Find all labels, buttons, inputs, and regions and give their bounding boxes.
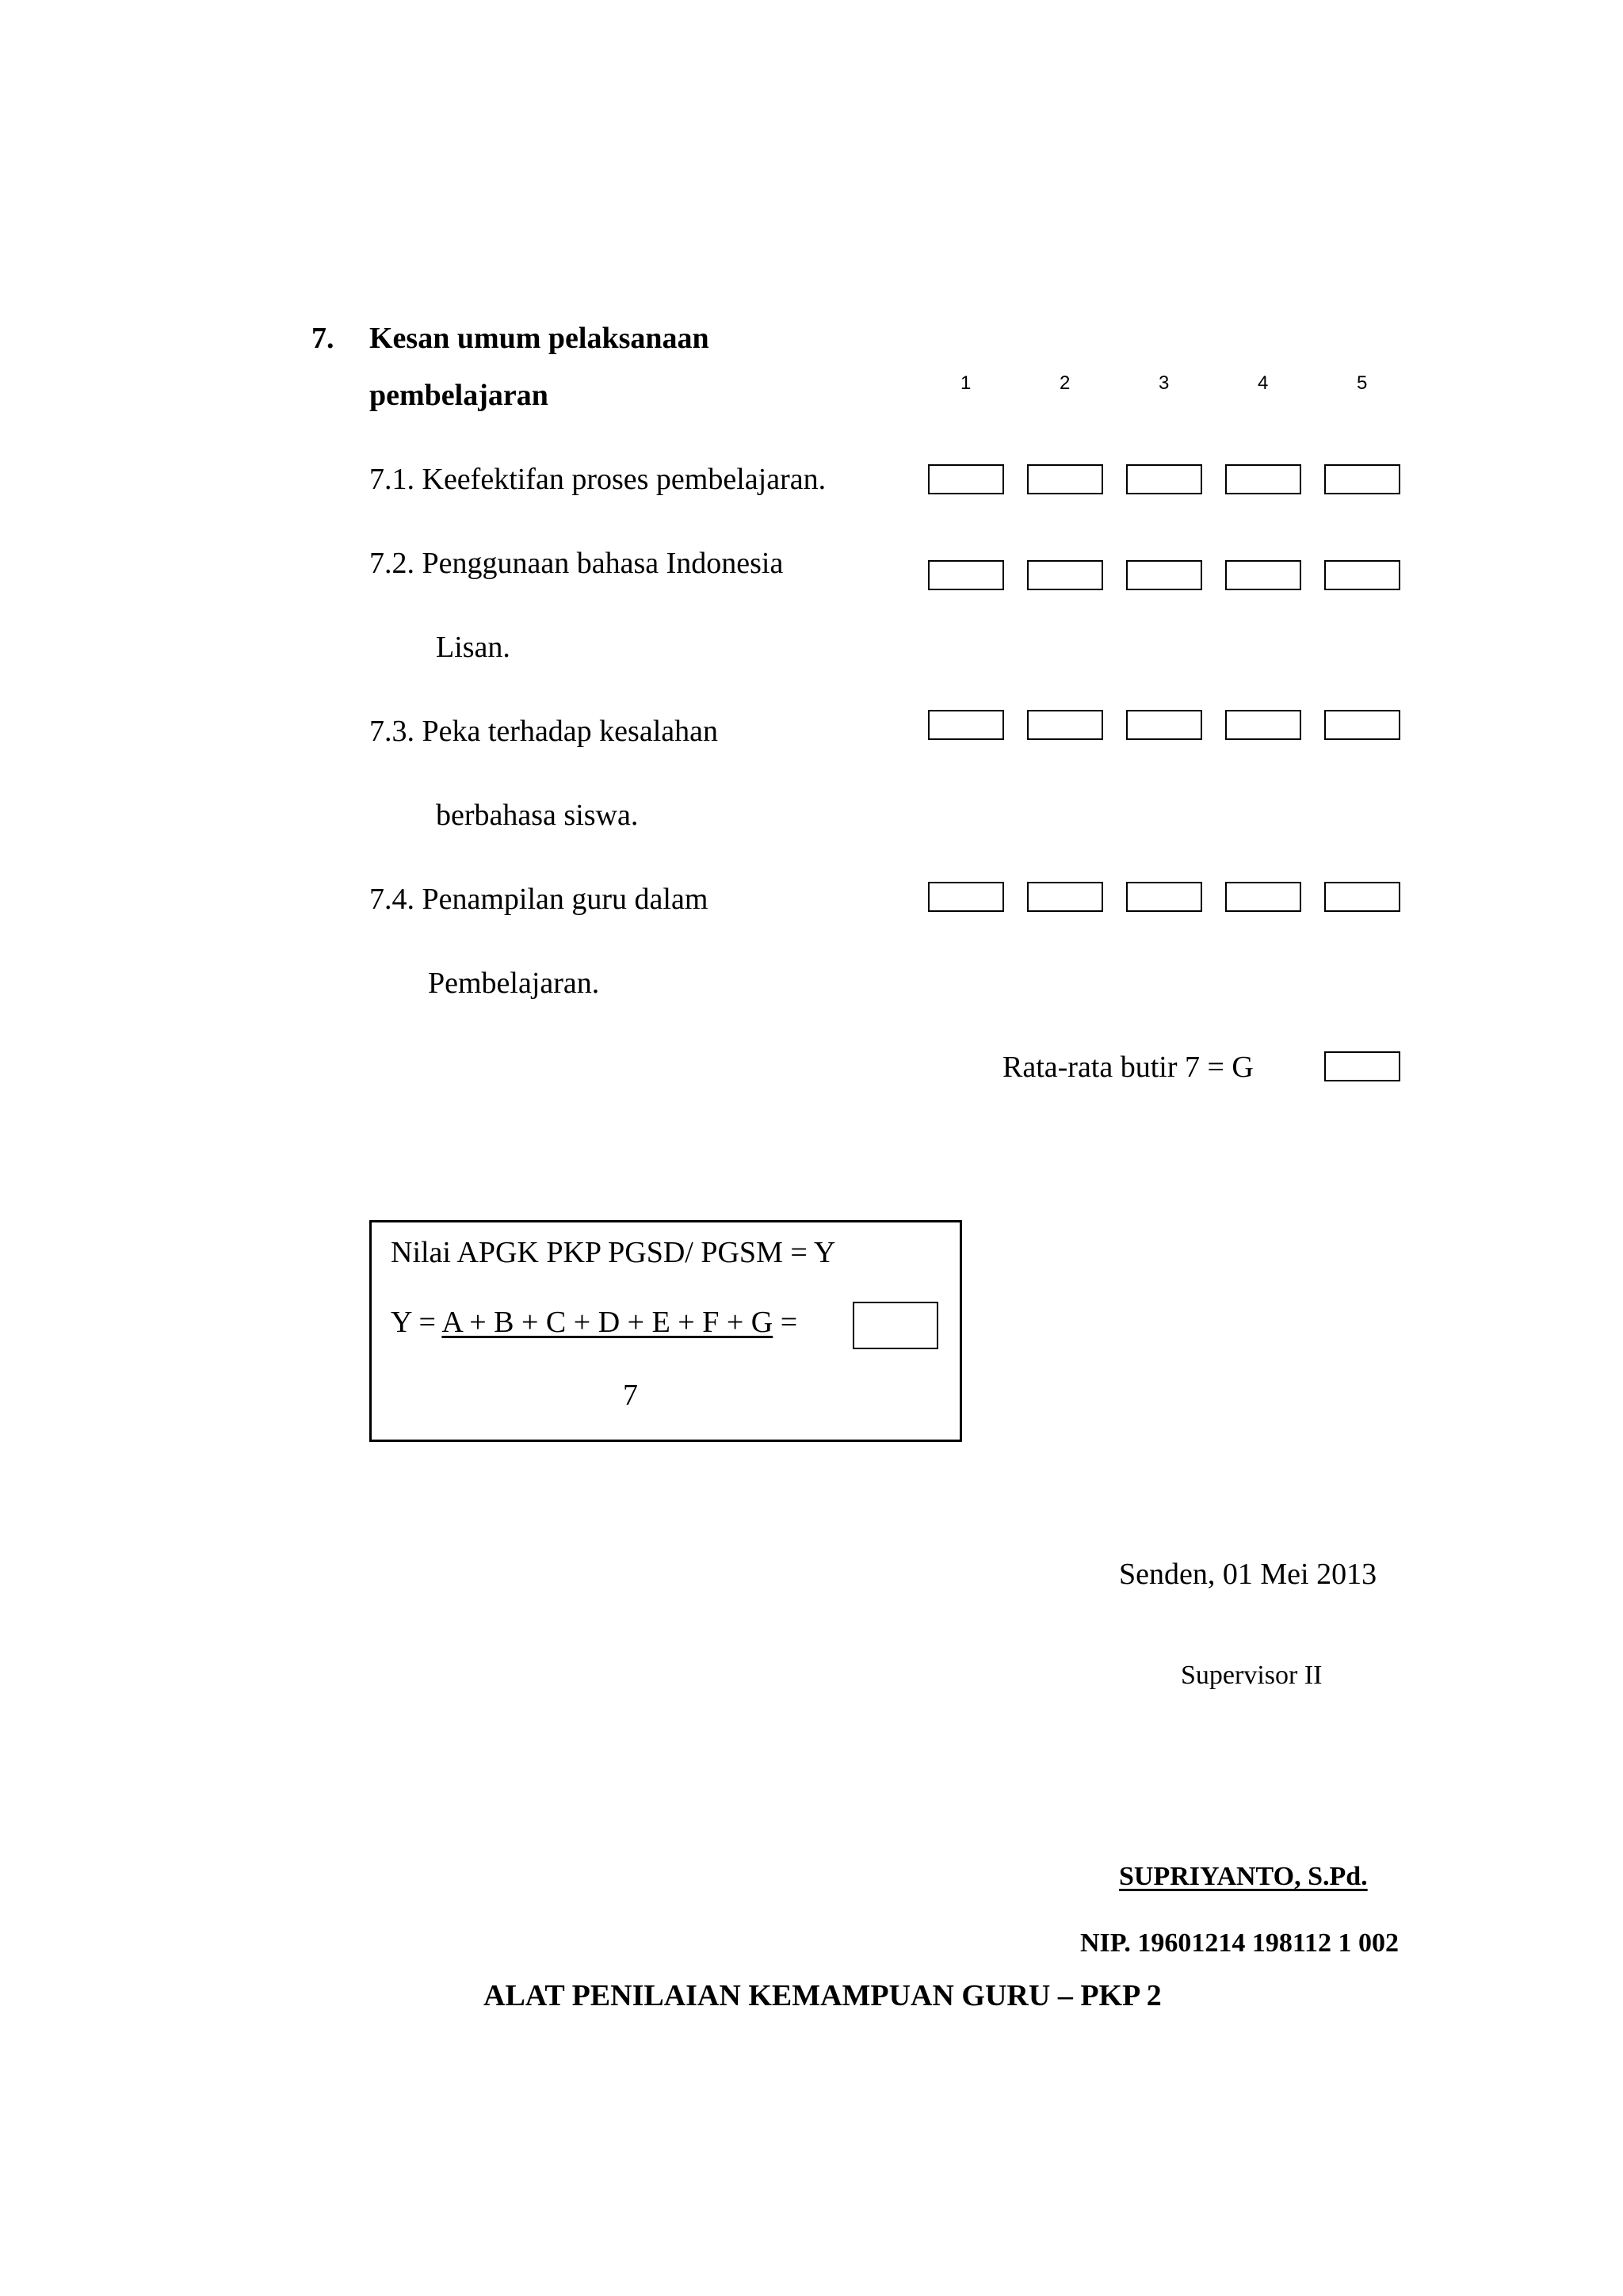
average-box[interactable] — [1324, 1051, 1400, 1081]
item-7-4-label: 7.4. Penampilan guru dalam — [369, 883, 708, 916]
item-7-4-rating — [928, 882, 1403, 913]
item-7-3-rating — [928, 710, 1403, 742]
rating-box-5[interactable] — [1324, 882, 1400, 912]
place-date: Senden, 01 Mei 2013 — [1119, 1558, 1377, 1591]
rating-box-3[interactable] — [1126, 882, 1202, 912]
rating-box-1[interactable] — [928, 882, 1004, 912]
item-7-1-label: 7.1. Keefektifan proses pembelajaran. — [369, 463, 827, 496]
formula-expression — [391, 1307, 797, 1337]
rating-box-5[interactable] — [1324, 560, 1400, 590]
scale-label-4: 4 — [1258, 372, 1269, 394]
item-7-1-rating — [928, 464, 1403, 496]
scale-label-1: 1 — [960, 372, 972, 394]
footer-title: ALAT PENILAIAN KEMAMPUAN GURU – PKP 2 — [483, 1979, 1162, 2012]
scale-label-2: 2 — [1060, 372, 1071, 394]
item-7-4-label-cont: Pembelajaran. — [428, 967, 600, 1000]
rating-box-3[interactable] — [1126, 464, 1202, 494]
formula-equals: = — [773, 1306, 798, 1339]
rating-box-5[interactable] — [1324, 710, 1400, 740]
scale-label-5: 5 — [1357, 372, 1368, 394]
section-title-line2: pembelajaran — [369, 379, 548, 412]
section-number: 7. — [311, 322, 334, 355]
item-7-3-label-cont: berbahasa siswa. — [436, 799, 639, 832]
rating-box-4[interactable] — [1225, 882, 1301, 912]
item-7-2-label: 7.2. Penggunaan bahasa Indonesia — [369, 547, 784, 580]
rating-box-2[interactable] — [1027, 882, 1103, 912]
formula-denominator: 7 — [623, 1379, 638, 1412]
section-title-line1: Kesan umum pelaksanaan — [369, 322, 709, 355]
scale-label-3: 3 — [1159, 372, 1170, 394]
rating-box-5[interactable] — [1324, 464, 1400, 494]
rating-box-2[interactable] — [1027, 710, 1103, 740]
rating-box-4[interactable] — [1225, 710, 1301, 740]
rating-box-2[interactable] — [1027, 560, 1103, 590]
rating-box-2[interactable] — [1027, 464, 1103, 494]
formula-prefix: Y = — [391, 1306, 442, 1339]
item-7-3-label: 7.3. Peka terhadap kesalahan — [369, 715, 718, 748]
signer-name: SUPRIYANTO, S.Pd. — [1119, 1862, 1368, 1891]
signer-nip: NIP. 19601214 198112 1 002 — [1080, 1928, 1400, 1958]
result-box[interactable] — [853, 1302, 938, 1349]
rating-box-1[interactable] — [928, 710, 1004, 740]
item-7-2-label-cont: Lisan. — [436, 631, 510, 664]
rating-box-1[interactable] — [928, 464, 1004, 494]
rating-box-3[interactable] — [1126, 710, 1202, 740]
average-label: Rata-rata butir 7 = G — [1002, 1051, 1254, 1084]
signer-role: Supervisor II — [1181, 1661, 1323, 1690]
rating-box-4[interactable] — [1225, 560, 1301, 590]
formula-numerator: A + B + C + D + E + F + G — [441, 1306, 773, 1339]
rating-box-4[interactable] — [1225, 464, 1301, 494]
rating-box-1[interactable] — [928, 560, 1004, 590]
item-7-2-rating — [928, 560, 1403, 592]
formula-title: Nilai APGK PKP PGSD/ PGSM = Y — [391, 1236, 836, 1269]
rating-box-3[interactable] — [1126, 560, 1202, 590]
